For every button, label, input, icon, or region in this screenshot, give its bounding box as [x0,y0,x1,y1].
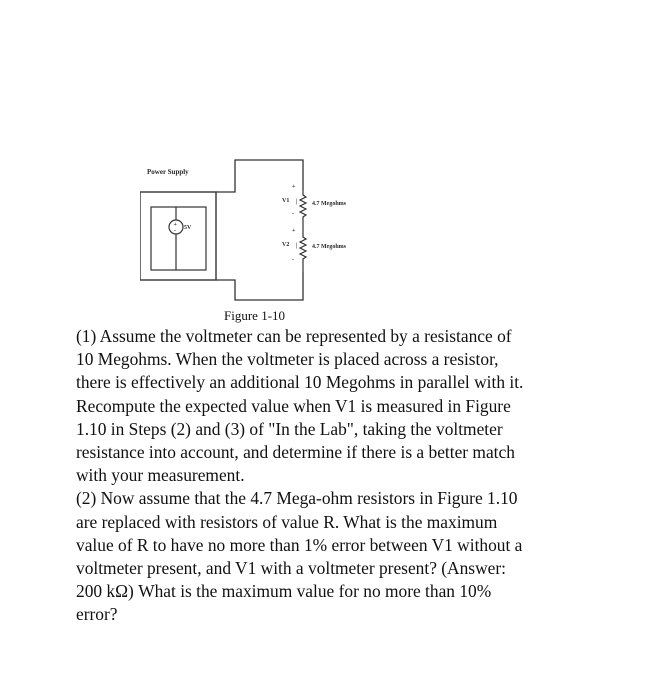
text-line: value of R to have no more than 1% error between V1 without a [76,534,523,555]
v2-arrow: | [296,243,298,249]
text-line: voltmeter present, and V1 with a voltmeter present? (Answer: [76,558,506,579]
circuit-diagram [140,150,420,310]
text-line: Recompute the expected value when V1 is measured in Figure [76,395,511,416]
source-voltage-label: 5V [184,225,192,231]
r2-label: 4.7 Megohms [312,244,346,250]
v1-plus: + [292,184,296,190]
question-text [76,325,576,627]
power-supply-label: Power Supply [147,168,189,176]
v1-label: V1 [282,198,290,204]
power-supply-inner-box [151,207,206,270]
text-line: (1) Assume the voltmeter can be represented by a resistance of [76,326,512,346]
text-line: with your measurement. [76,465,245,486]
text-line: there is effectively an additional 10 Megohms in parallel with it. [76,372,524,393]
text-line: 10 Megohms. When the voltmeter is placed across a resistor, [76,349,499,370]
resistor-r2 [300,232,306,272]
figure-caption: Figure 1-10 [224,308,286,323]
v2-plus: + [292,228,296,234]
source-plus: + [173,222,177,228]
source-minus: - [174,228,176,234]
r1-label: 4.7 Megohms [312,201,346,207]
question-part-2 [76,487,576,626]
v2-label: V2 [282,242,290,248]
v2-minus: - [292,257,294,263]
v1-arrow: | [296,199,298,205]
text-line: error? [76,604,118,625]
bottom-wire [216,272,303,300]
text-line: are replaced with resistors of value R. What is the maximum [76,511,498,532]
resistor-r1 [300,190,306,232]
v1-minus: - [292,211,294,217]
text-line: 200 kΩ) What is the maximum value for no more than 10% [76,581,492,602]
text-line: 1.10 in Steps (2) and (3) of "In the Lab", taking the voltmeter [76,418,503,439]
question-part-1 [76,325,576,487]
text-line: resistance into account, and determine if there is a better match [76,442,515,463]
top-wire [216,160,303,192]
text-line: (2) Now assume that the 4.7 Mega-ohm resistors in Figure 1.10 [76,488,518,509]
